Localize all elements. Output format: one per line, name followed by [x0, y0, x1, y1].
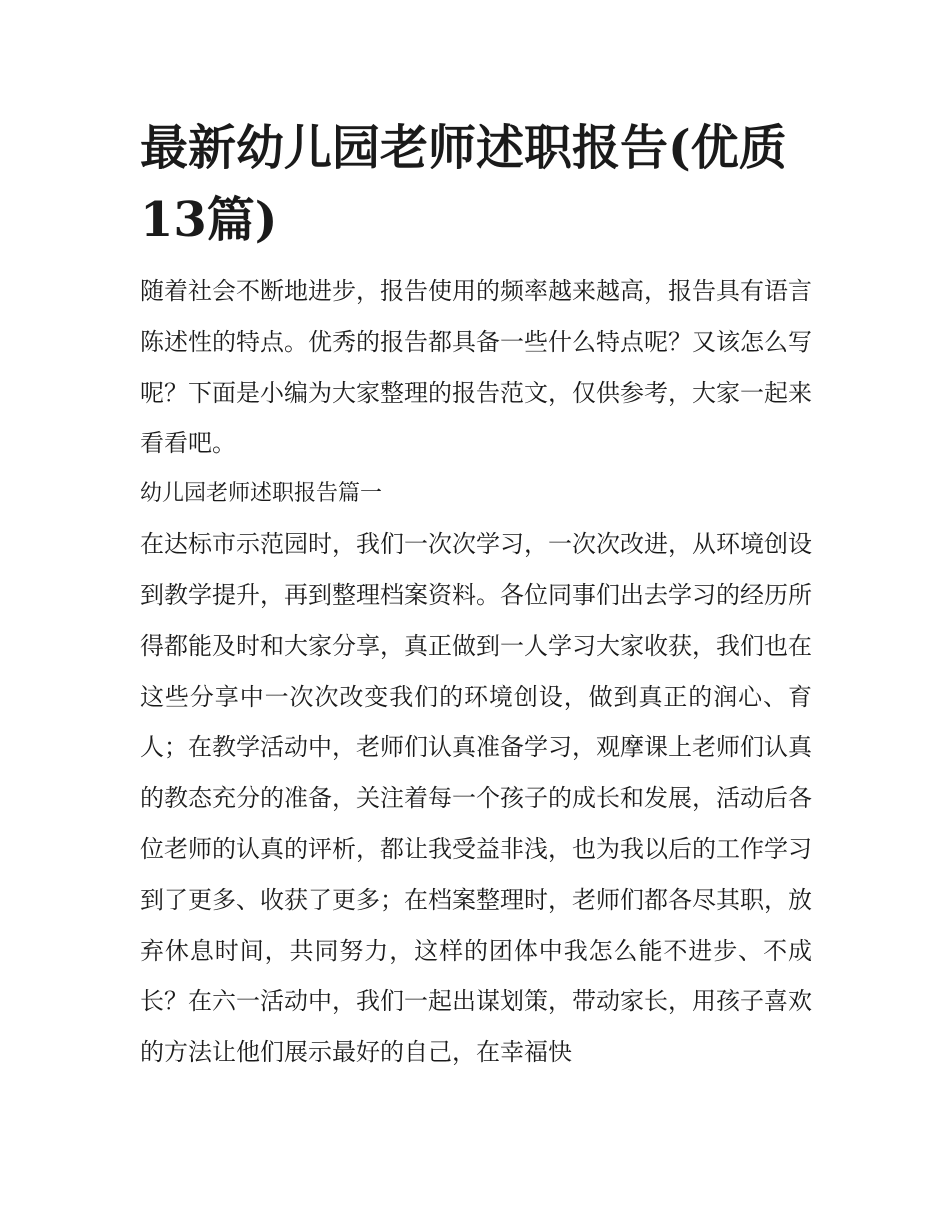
document-page: [140, 112, 812, 1078]
intro-paragraph: 随着社会不断地进步，报告使用的频率越来越高，报告具有语言陈述性的特点。优秀的报告都具备一些什么特点呢？又该怎么写呢？下面是小编为大家整理的报告范文，仅供参考，大家一起来看看吧。: [140, 277, 812, 458]
section-heading: 幼儿园老师述职报告篇一: [140, 481, 383, 507]
document-title: 最新幼儿园老师述职报告(优质13篇): [140, 120, 787, 248]
body-paragraph: 在达标市示范园时，我们一次次学习，一次次改进，从环境创设到教学提升，再到整理档案资料。各位同事们出去学习的经历所得都能及时和大家分享，真正做到一人学习大家收获，我们也在这些分享中一次次改变我们的环境创设，做到真正的润心、育人；在教学活动中，老师们认真准备学习，观摩课上老师们认真的教态充分的准备，关注着每一个孩子的成长和发展，活动后各位老师的认真的评析，都让我受益非浅，也为我以后的工作学习到了更多、收获了更多；在档案整理时，老师们都各尽其职，放弃休息时间，共同努力，这样的团体中我怎么能不进步、不成长？在六一活动中，我们一起出谋划策，带动家长，用孩子喜欢的方法让他们展示最好的自己，在幸福快: [140, 530, 812, 1067]
